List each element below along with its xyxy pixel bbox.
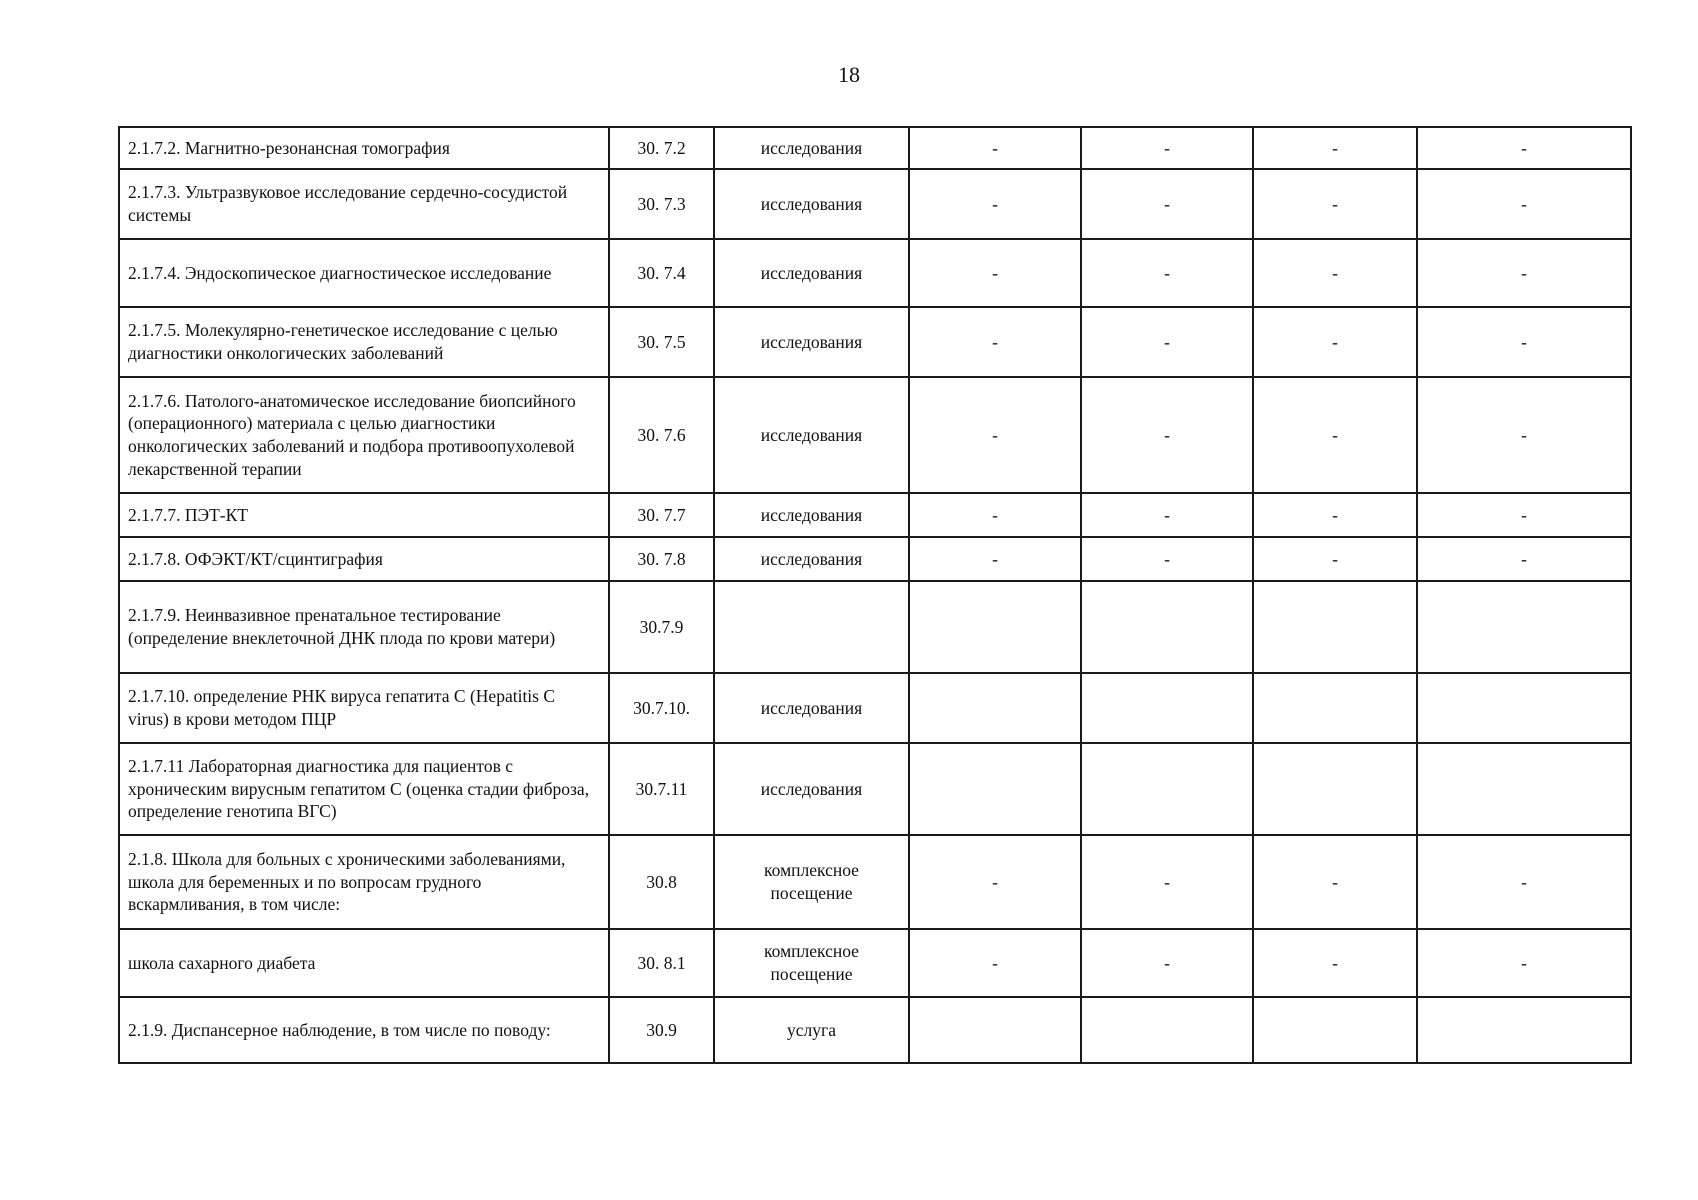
- value-cell: -: [909, 377, 1081, 493]
- service-code-cell: 30.7.10.: [609, 673, 714, 743]
- value-cell: -: [1081, 377, 1253, 493]
- value-cell: -: [1417, 929, 1631, 997]
- value-cell: -: [1253, 307, 1417, 377]
- value-cell: -: [1081, 169, 1253, 239]
- service-code-cell: 30. 7.8: [609, 537, 714, 581]
- value-cell: [909, 997, 1081, 1063]
- service-name-cell: 2.1.7.11 Лабораторная диагностика для пациентов с хроническим вирусным гепатитом С (оценка стадии фиброза, определение генотипа ВГС): [119, 743, 609, 835]
- table-row: [119, 239, 1631, 307]
- unit-cell: исследования: [714, 169, 909, 239]
- value-cell: -: [1417, 377, 1631, 493]
- value-cell: [1253, 581, 1417, 673]
- table-row: [119, 127, 1631, 169]
- value-cell: -: [1417, 307, 1631, 377]
- value-cell: -: [1081, 835, 1253, 929]
- value-cell: -: [1417, 127, 1631, 169]
- value-cell: [1081, 581, 1253, 673]
- unit-cell: исследования: [714, 307, 909, 377]
- service-name-cell: школа сахарного диабета: [119, 929, 609, 997]
- value-cell: -: [1253, 377, 1417, 493]
- service-name-cell: 2.1.7.4. Эндоскопическое диагностическое исследование: [119, 239, 609, 307]
- unit-cell: исследования: [714, 493, 909, 537]
- table-row: [119, 493, 1631, 537]
- table-row: [119, 673, 1631, 743]
- value-cell: [909, 743, 1081, 835]
- service-code-cell: 30.9: [609, 997, 714, 1063]
- unit-cell: исследования: [714, 743, 909, 835]
- value-cell: -: [909, 835, 1081, 929]
- unit-cell: [714, 581, 909, 673]
- service-name-cell: 2.1.9. Диспансерное наблюдение, в том числе по поводу:: [119, 997, 609, 1063]
- value-cell: -: [909, 929, 1081, 997]
- value-cell: -: [1253, 127, 1417, 169]
- service-name-cell: 2.1.7.10. определение РНК вируса гепатита С (Hepatitis C virus) в крови методом ПЦР: [119, 673, 609, 743]
- value-cell: -: [1081, 929, 1253, 997]
- value-cell: [909, 673, 1081, 743]
- value-cell: -: [1081, 127, 1253, 169]
- service-code-cell: 30.7.11: [609, 743, 714, 835]
- service-code-cell: 30. 7.5: [609, 307, 714, 377]
- value-cell: -: [909, 169, 1081, 239]
- service-code-cell: 30. 7.4: [609, 239, 714, 307]
- value-cell: -: [1253, 239, 1417, 307]
- unit-cell: исследования: [714, 537, 909, 581]
- table-row: [119, 997, 1631, 1063]
- value-cell: -: [1253, 169, 1417, 239]
- service-name-cell: 2.1.8. Школа для больных с хроническими заболеваниями, школа для беременных и по вопросам грудного вскармливания, в том числе:: [119, 835, 609, 929]
- value-cell: -: [1417, 493, 1631, 537]
- value-cell: -: [1417, 169, 1631, 239]
- value-cell: -: [1417, 239, 1631, 307]
- unit-cell: исследования: [714, 673, 909, 743]
- value-cell: [1417, 743, 1631, 835]
- service-name-cell: 2.1.7.9. Неинвазивное пренатальное тестирование (определение внеклеточной ДНК плода по крови матери): [119, 581, 609, 673]
- value-cell: -: [909, 493, 1081, 537]
- value-cell: -: [1253, 835, 1417, 929]
- value-cell: [1081, 673, 1253, 743]
- unit-cell: исследования: [714, 239, 909, 307]
- value-cell: [1417, 997, 1631, 1063]
- table-row: [119, 169, 1631, 239]
- unit-cell: услуга: [714, 997, 909, 1063]
- value-cell: -: [1081, 537, 1253, 581]
- value-cell: [1081, 743, 1253, 835]
- value-cell: -: [1417, 835, 1631, 929]
- table-row: [119, 537, 1631, 581]
- value-cell: -: [1081, 239, 1253, 307]
- service-code-cell: 30. 7.2: [609, 127, 714, 169]
- table-row: [119, 307, 1631, 377]
- value-cell: [1253, 673, 1417, 743]
- unit-cell: исследования: [714, 377, 909, 493]
- value-cell: [1417, 581, 1631, 673]
- table-row: [119, 581, 1631, 673]
- value-cell: [1081, 997, 1253, 1063]
- service-name-cell: 2.1.7.7. ПЭТ-КТ: [119, 493, 609, 537]
- value-cell: -: [1253, 537, 1417, 581]
- value-cell: [1417, 673, 1631, 743]
- service-code-cell: 30. 7.3: [609, 169, 714, 239]
- service-code-cell: 30. 8.1: [609, 929, 714, 997]
- service-code-cell: 30. 7.6: [609, 377, 714, 493]
- unit-cell: исследования: [714, 127, 909, 169]
- value-cell: -: [909, 307, 1081, 377]
- value-cell: -: [909, 239, 1081, 307]
- service-code-cell: 30. 7.7: [609, 493, 714, 537]
- table-row: [119, 377, 1631, 493]
- unit-cell: комплексное посещение: [714, 835, 909, 929]
- page-number: 18: [838, 62, 860, 87]
- value-cell: -: [1081, 493, 1253, 537]
- value-cell: -: [909, 127, 1081, 169]
- value-cell: -: [909, 537, 1081, 581]
- service-name-cell: 2.1.7.6. Патолого-анатомическое исследование биопсийного (операционного) материала с целью диагностики онкологических заболеваний и подбора противоопухолевой лекарственной терапии: [119, 377, 609, 493]
- unit-cell: комплексное посещение: [714, 929, 909, 997]
- value-cell: -: [1253, 929, 1417, 997]
- service-code-cell: 30.8: [609, 835, 714, 929]
- service-name-cell: 2.1.7.8. ОФЭКТ/КТ/сцинтиграфия: [119, 537, 609, 581]
- value-cell: -: [1081, 307, 1253, 377]
- service-code-cell: 30.7.9: [609, 581, 714, 673]
- value-cell: -: [1417, 537, 1631, 581]
- service-name-cell: 2.1.7.3. Ультразвуковое исследование сердечно-сосудистой системы: [119, 169, 609, 239]
- value-cell: [1253, 997, 1417, 1063]
- table-row: [119, 743, 1631, 835]
- service-name-cell: 2.1.7.5. Молекулярно-генетическое исследование с целью диагностики онкологических заболеваний: [119, 307, 609, 377]
- table-row: [119, 929, 1631, 997]
- value-cell: [1253, 743, 1417, 835]
- value-cell: [909, 581, 1081, 673]
- services-table: [118, 126, 1632, 1064]
- table-row: [119, 835, 1631, 929]
- value-cell: -: [1253, 493, 1417, 537]
- service-name-cell: 2.1.7.2. Магнитно-резонансная томография: [119, 127, 609, 169]
